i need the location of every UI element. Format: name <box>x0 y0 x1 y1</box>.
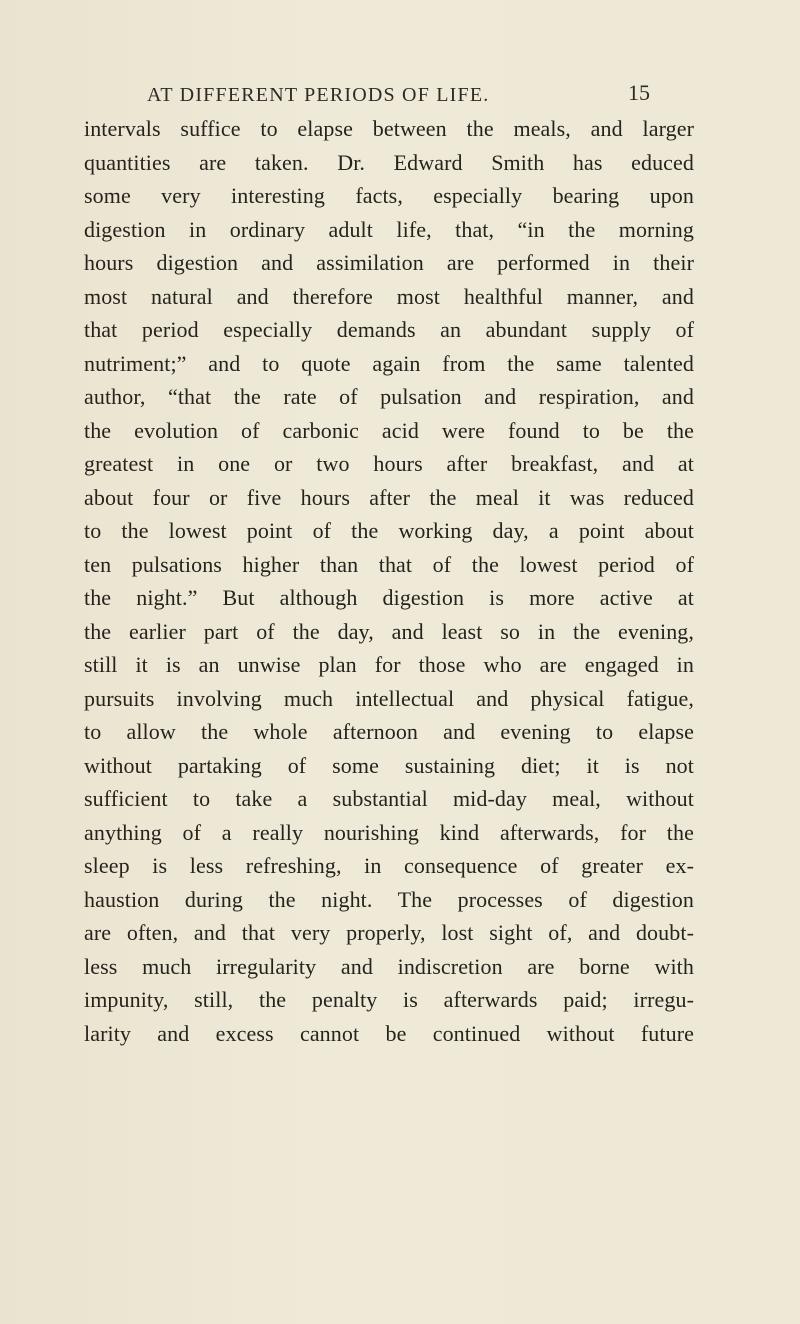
text-line: sufficient to take a substantial mid-day meal, without <box>84 786 694 811</box>
text-line: most natural and therefore most healthful manner, and <box>84 283 694 309</box>
running-title: AT DIFFERENT PERIODS OF LIFE. <box>147 84 490 106</box>
text-line: author, “that the rate of pulsation and respiration, and <box>84 384 694 409</box>
text-line: haustion during the night. The processes of digestion <box>84 886 694 912</box>
text-line: impunity, still, the penalty is afterwards paid; irregu- <box>84 987 694 1012</box>
text-line: pursuits involving much intellectual and physical fatigue, <box>84 685 694 711</box>
text-line: sleep is less refreshing, in consequence of greater ex- <box>84 853 694 878</box>
text-line: without partaking of some sustaining diet; it is not <box>84 752 694 778</box>
text-line: to allow the whole afternoon and evening to elapse <box>84 719 694 744</box>
body-text <box>84 112 694 1050</box>
text-line: quantities are taken. Dr. Edward Smith has educed <box>84 149 694 175</box>
text-line: that period especially demands an abundant supply of <box>84 317 694 342</box>
page-number: 15 <box>628 80 650 105</box>
text-line: the evolution of carbonic acid were found to be the <box>84 417 694 443</box>
text-line: to the lowest point of the working day, a point about <box>84 518 694 543</box>
text-line: some very interesting facts, especially bearing upon <box>84 183 694 208</box>
text-line: the earlier part of the day, and least so in the evening, <box>84 618 694 644</box>
text-line: hours digestion and assimilation are performed in their <box>84 250 694 275</box>
text-line: less much irregularity and indiscretion are borne with <box>84 953 694 979</box>
text-line: ten pulsations higher than that of the lowest period of <box>84 551 694 577</box>
text-line: the night.” But although digestion is more active at <box>84 585 694 610</box>
text-line: about four or five hours after the meal it was reduced <box>84 484 694 510</box>
text-line: nutriment;” and to quote again from the same talented <box>84 350 694 376</box>
text-line: greatest in one or two hours after breakfast, and at <box>84 451 694 476</box>
text-line: still it is an unwise plan for those who are engaged in <box>84 652 694 677</box>
text-line: intervals suffice to elapse between the meals, and larger <box>84 116 694 141</box>
text-line: digestion in ordinary adult life, that, “in the morning <box>84 216 694 242</box>
text-line: are often, and that very properly, lost sight of, and doubt- <box>84 920 694 945</box>
text-line: larity and excess cannot be continued without future <box>84 1020 694 1046</box>
text-line: anything of a really nourishing kind afterwards, for the <box>84 819 694 845</box>
